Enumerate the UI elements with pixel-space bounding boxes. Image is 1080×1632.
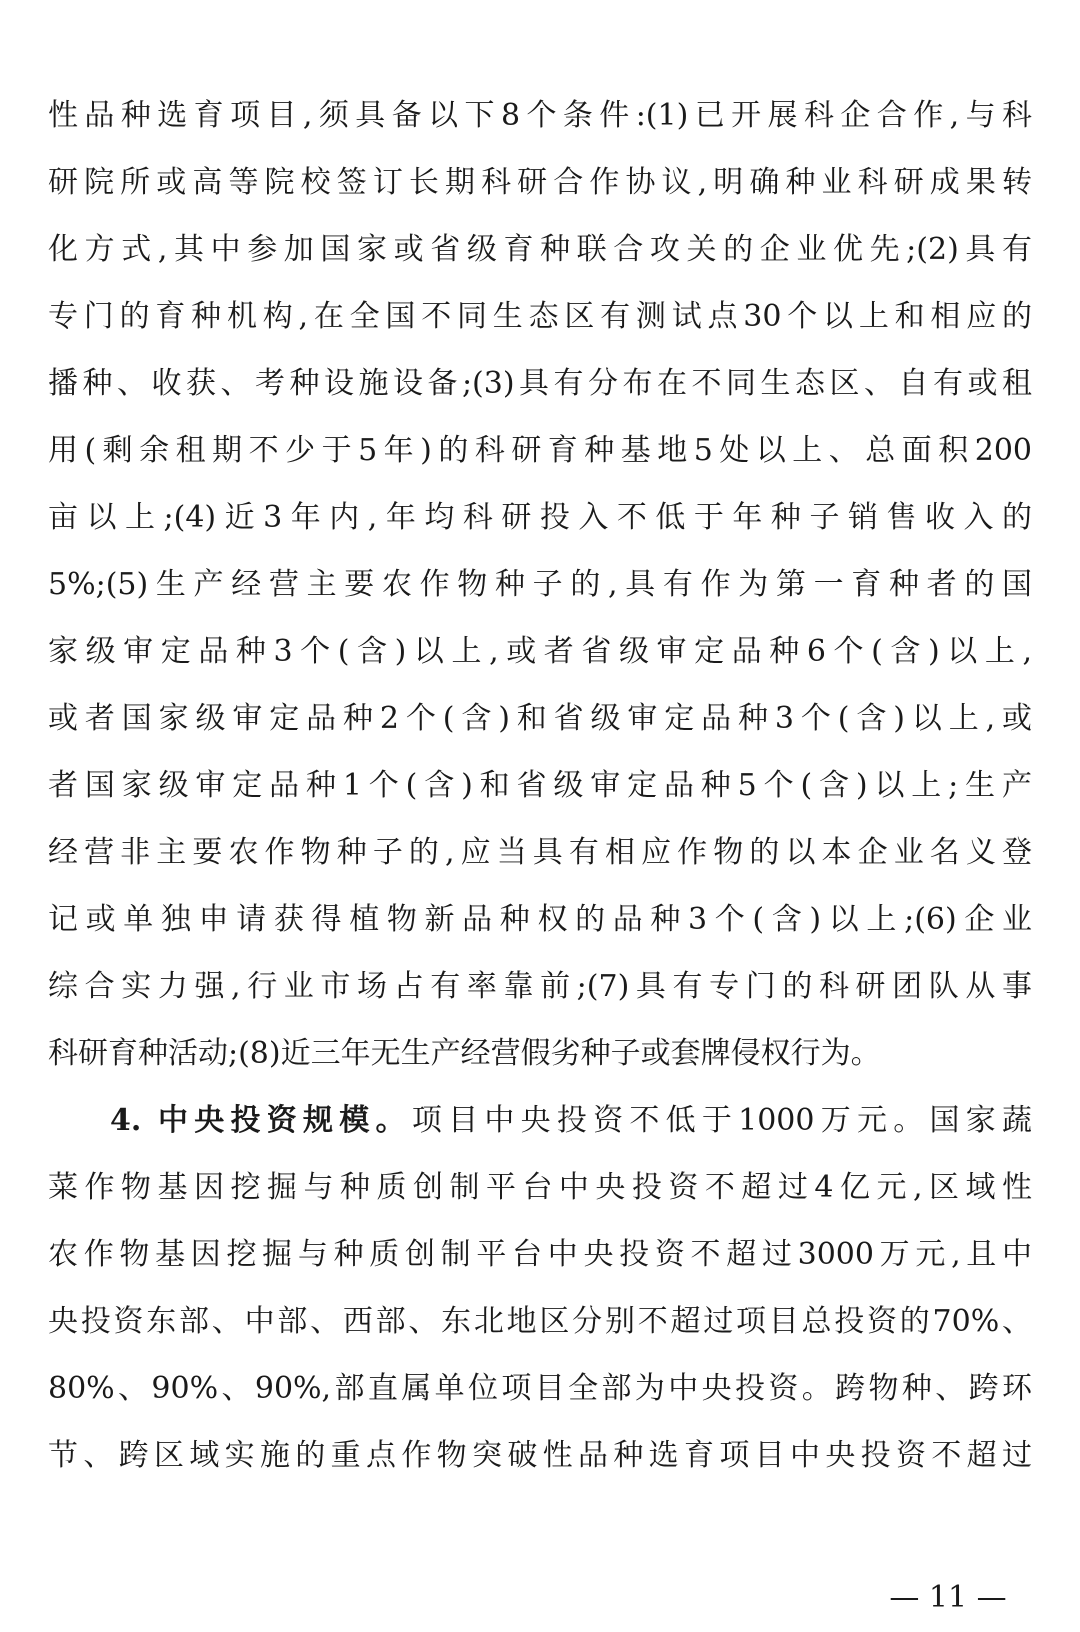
- text-line: 5%;(5)生产经营主要农作物种子的,具有作为第一育种者的国: [48, 567, 1032, 602]
- text-line: 记或单独申请获得植物新品种权的品种3个(含)以上;(6)企业: [48, 902, 1032, 937]
- text-line: 或者国家级审定品种2个(含)和省级审定品种3个(含)以上,或: [48, 701, 1032, 736]
- text-line: 专门的育种机构,在全国不同生态区有测试点30个以上和相应的: [48, 299, 1032, 334]
- page-number: — 11 —: [889, 1580, 1007, 1615]
- text-line: 化方式,其中参加国家或省级育种联合攻关的企业优先;(2)具有: [48, 232, 1032, 267]
- text-line: 者国家级审定品种1个(含)和省级审定品种5个(含)以上;生产: [48, 768, 1032, 803]
- text-line: 性品种选育项目,须具备以下8个条件:(1)已开展科企合作,与科: [48, 98, 1032, 133]
- text-line: 家级审定品种3个(含)以上,或者省级审定品种6个(含)以上,: [48, 634, 1032, 669]
- text-line: 央投资东部、中部、西部、东北地区分别不超过项目总投资的70%、: [48, 1304, 1032, 1339]
- text-line: 经营非主要农作物种子的,应当具有相应作物的以本企业名义登: [48, 835, 1032, 870]
- text-line: 综合实力强,行业市场占有率靠前;(7)具有专门的科研团队从事: [48, 969, 1032, 1004]
- text-line: 亩以上;(4)近3年内,年均科研投入不低于年种子销售收入的: [48, 500, 1032, 535]
- text-run: 项目中央投资不低于1000万元。国家蔬: [411, 1103, 1032, 1138]
- text-line: 科研育种活动;(8)近三年无生产经营假劣种子或套牌侵权行为。: [48, 1036, 881, 1071]
- text-line: 农作物基因挖掘与种质创制平台中央投资不超过3000万元,且中: [48, 1237, 1032, 1272]
- text-line: 播种、收获、考种设施设备;(3)具有分布在不同生态区、自有或租: [48, 366, 1032, 401]
- section-heading: 4. 中央投资规模。: [110, 1103, 412, 1138]
- text-line: 菜作物基因挖掘与种质创制平台中央投资不超过4亿元,区域性: [48, 1170, 1032, 1205]
- text-line: 用(剩余租期不少于5年)的科研育种基地5处以上、总面积200: [48, 433, 1032, 468]
- text-line: 节、跨区域实施的重点作物突破性品种选育项目中央投资不超过: [48, 1438, 1032, 1473]
- text-line-heading: [110, 1101, 1032, 1141]
- text-line: 研院所或高等院校签订长期科研合作协议,明确种业科研成果转: [48, 165, 1032, 200]
- text-line: 80%、90%、90%,部直属单位项目全部为中央投资。跨物种、跨环: [48, 1371, 1032, 1406]
